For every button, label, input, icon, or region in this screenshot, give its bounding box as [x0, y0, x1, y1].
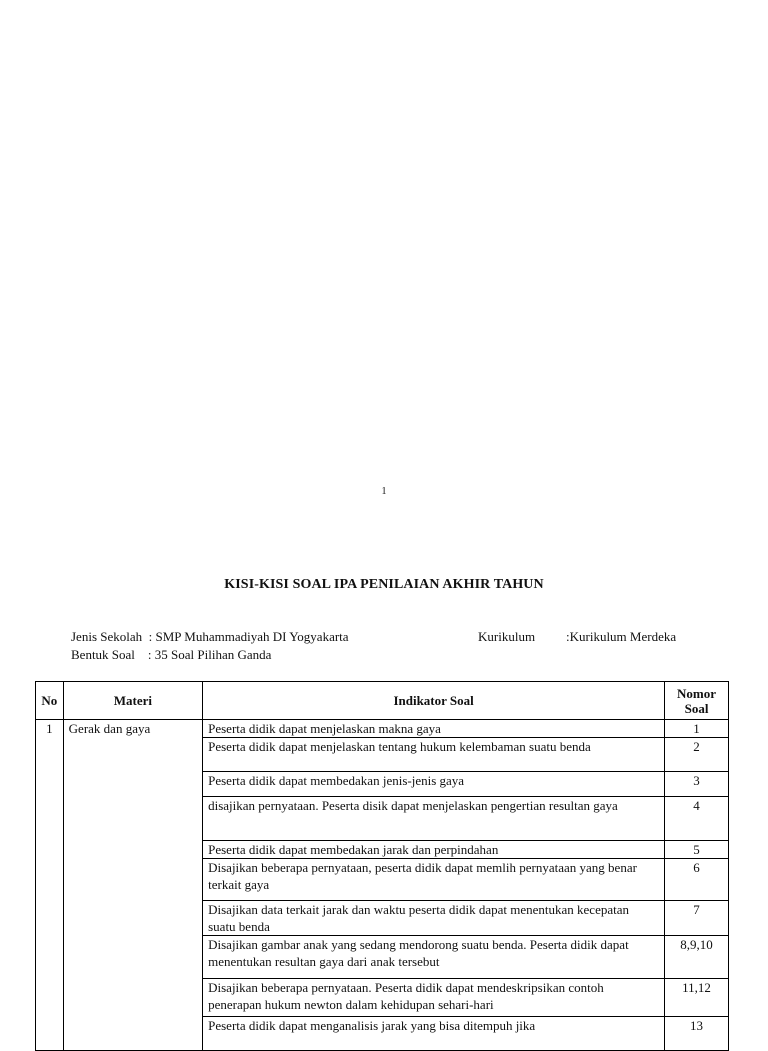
- cell-indikator: Peserta didik dapat membedakan jarak dan perpindahan: [203, 841, 665, 859]
- curriculum-line: [478, 629, 676, 645]
- cell-indikator: Disajikan beberapa pernyataan. Peserta didik dapat mendeskripsikan contoh penerapan hukum newton dalam kehidupan sehari-hari: [203, 979, 665, 1017]
- header-materi: Materi: [63, 682, 202, 720]
- header-nomor-soal: Nomor Soal: [665, 682, 729, 720]
- cell-nomor: 2: [665, 738, 729, 772]
- cell-nomor: 1: [665, 720, 729, 738]
- document-title: KISI-KISI SOAL IPA PENILAIAN AKHIR TAHUN: [224, 577, 544, 592]
- header-indikator: Indikator Soal: [203, 682, 665, 720]
- page-number: 1: [381, 486, 387, 497]
- curriculum-label: Kurikulum: [478, 629, 536, 644]
- cell-materi: Gerak dan gaya: [63, 720, 202, 1051]
- cell-indikator: Disajikan beberapa pernyataan, peserta didik dapat memlih pernyataan yang benar terkait gaya: [203, 859, 665, 901]
- cell-nomor: 6: [665, 859, 729, 901]
- cell-no: 1: [36, 720, 64, 1051]
- cell-indikator: Disajikan data terkait jarak dan waktu peserta didik dapat menentukan kecepatan suatu benda: [203, 901, 665, 936]
- cell-nomor: 8,9,10: [665, 936, 729, 979]
- table-body: [36, 720, 729, 1051]
- cell-indikator: Peserta didik dapat menjelaskan tentang hukum kelembaman suatu benda: [203, 738, 665, 772]
- cell-indikator: Peserta didik dapat membedakan jenis-jenis gaya: [203, 772, 665, 797]
- table-row: [36, 720, 729, 738]
- cell-nomor: 4: [665, 797, 729, 841]
- table-header-row: [36, 682, 729, 720]
- header-no: No: [36, 682, 64, 720]
- cell-nomor: 11,12: [665, 979, 729, 1017]
- cell-indikator: Peserta didik dapat menjelaskan makna gaya: [203, 720, 665, 738]
- cell-nomor: 3: [665, 772, 729, 797]
- cell-indikator: disajikan pernyataan. Peserta disik dapat menjelaskan pengertian resultan gaya: [203, 797, 665, 841]
- question-form-line: Bentuk Soal : 35 Soal Pilihan Ganda: [71, 647, 272, 662]
- cell-nomor: 7: [665, 901, 729, 936]
- cell-nomor: 5: [665, 841, 729, 859]
- kisi-table: [35, 681, 729, 1051]
- cell-nomor: 13: [665, 1017, 729, 1051]
- curriculum-value: :Kurikulum Merdeka: [566, 629, 677, 644]
- school-type-line: Jenis Sekolah : SMP Muhammadiyah DI Yogyakarta: [71, 629, 349, 644]
- cell-indikator: Disajikan gambar anak yang sedang mendorong suatu benda. Peserta didik dapat menentukan resultan gaya dari anak tersebut: [203, 936, 665, 979]
- cell-indikator: Peserta didik dapat menganalisis jarak yang bisa ditempuh jika: [203, 1017, 665, 1051]
